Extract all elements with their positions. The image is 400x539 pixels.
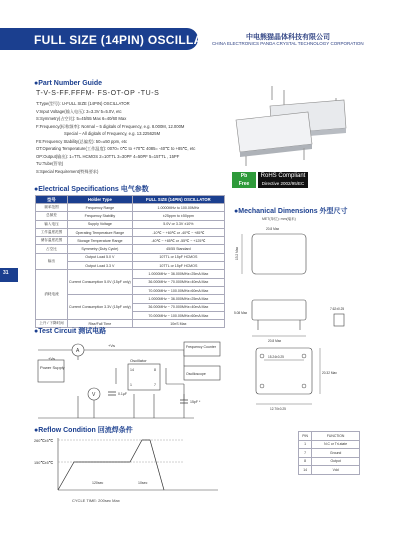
capacitor-label: 0.1μF [118,392,128,396]
product-photo [232,82,350,168]
power-supply-label: Power Supply [40,365,65,370]
cell: Operating Temperature Range [68,228,133,236]
cell: 输出 [36,253,68,270]
cell: 10nS Max [132,320,224,328]
oscillator-label: Oscillator [130,358,147,363]
ammeter-label: A [76,348,80,354]
bullet-icon: ● [234,208,239,215]
top-view-outline [252,234,306,274]
reflow-profile-chart [34,434,224,496]
cell: ±25ppm to ±50ppm [132,212,224,220]
table-row [36,253,225,261]
pin-label: 8 [154,368,156,372]
table-header-row [299,432,360,441]
cell: Current Consumption 3.3V (15pF only) [68,295,133,320]
cell: 消耗电流 [36,270,68,320]
pin-label: 7 [154,383,156,387]
cell: Output [312,457,360,466]
pn-line: V:Input Voltage(输入电压): 3=3.3V 5=5.0V, etc [36,108,122,114]
electrical-spec-table [35,195,225,328]
side-view-outline [252,300,306,320]
cell: -40℃ ~ +85℃ or -55℃ ~ +125℃ [132,237,224,245]
cell: Ground [312,449,360,458]
cell: Frequency Range [68,204,133,212]
cell: -10℃ ~ +60℃ or -40℃ ~ +85℃ [132,228,224,236]
cell: 1.0000MHz ~ 36.000MHz=25mA Max [132,295,224,303]
header-cell: FUNCTION [312,432,360,441]
table-row [36,228,225,236]
reflow-heading: ●Reflow Condition 回流焊条件 [34,427,133,434]
power-supply-box [38,360,64,382]
mech-heading: ●Mechanical Dimensions 外型尺寸 [234,208,348,215]
company-name-en: CHINA ELECTRONICS PANDA CRYSTAL TECHNOLOGY CORPORATION [212,41,364,46]
cell: 10TTL or 15pF HCMOS [132,262,224,270]
pb-free-badge: Pb Free [232,172,256,188]
cell: 45/55 Standard [132,245,224,253]
pn-line: T:Type(型号): U-FULL SIZE (14PIN) OSCILLATOR [36,101,130,106]
cell: Symmetry (Duty Cycle) [68,245,133,253]
cell: 输入电压 [36,220,68,228]
cell: 频率范围 [36,204,68,212]
cell: Output Load 5.0 V [68,253,133,261]
cell: 36.000MHz ~ 70.000MHz=40mA Max [132,278,224,286]
table-header-row [36,196,225,204]
cell: 10TTL or 15pF HCMOS [132,253,224,261]
bullet-icon: ● [34,80,39,87]
pn-line: S:Symmetry(占空比): 5=45/55 Max 6=40/60 Max [36,116,127,121]
load-label: 15pF * [190,400,201,404]
cell: 1.0000MHz ~ 36.000MHz=25mA Max [132,270,224,278]
oscilloscope-label: Oscilloscope [186,372,206,376]
cell: 总频差 [36,212,68,220]
unit-note: MET(单位): mm(毫米) [262,217,296,221]
pn-line: S:Special Requirement(特殊要求) [36,168,99,174]
pn-line: F:Frequency(标称频率): Normal – 5 digitals of Frequency, e.g. 8.000M, 12.000M [36,123,185,129]
table-row [36,204,225,212]
cycle-time-label: CYCLE TIME: 200sec Max [72,498,120,503]
cell: 工作温度范围 [36,228,68,236]
header-cell: Holder Type [68,196,133,204]
preheat-temp-label: 150℃±5℃ [34,461,54,465]
spec-heading: ●Electrical Specifications 电气参数 [34,186,149,193]
bottom-width-dim: 12.70±0.25 [270,407,286,411]
capacitor-icon [108,392,116,395]
header-cell: 型号 [36,196,68,204]
cell: 36.000MHz ~ 70.000MHz=40mA Max [132,303,224,311]
pin-7-icon [260,384,264,388]
test-circuit-diagram [34,338,234,424]
part-number-heading: ●Part Number Guide [34,80,103,87]
part-number-code: T-V-S-FF.FFFM- FS-OT-OP -TU-S [36,90,160,97]
pin-8-icon [302,384,306,388]
pin-14-icon [302,354,306,358]
table-row [36,212,225,220]
cell: 储存温度范围 [36,237,68,245]
top-height-dim: 13.2 Max [235,246,239,260]
header-cell: PIN [299,432,312,441]
bullet-icon: ● [34,186,39,193]
lead-dim: 7.62±0.25 [330,307,345,311]
pn-line: Special – All digitals of Frequency, e.g. 13.225625M [64,131,161,136]
table-row [299,449,360,458]
cell: 70.000MHz ~ 100.00MHz=60mA Max [132,311,224,319]
table-row [36,220,225,228]
cell: 7 [299,449,312,458]
cell: 占空比 [36,245,68,253]
pn-line: TU:Tube(管装) [36,161,64,166]
cell: 14 [299,466,312,475]
top-width-dim: 20.8 Max [266,227,280,231]
peak-temp-label: 260℃±5℃ [34,439,54,443]
header-cell: FULL SIZE (14PIN) OSCILLATOR [132,196,224,204]
cell: 上升 / 下降时间 [36,320,68,328]
rohs-badge: RoHS Compliant Directive 2002/95/EC [258,172,308,188]
bottom-width2-dim: 20.32 Max [322,371,337,375]
pin-label: 1 [130,383,132,387]
pin-detail-outline [334,314,344,326]
page-number: 31 [3,270,9,276]
table-row [299,440,360,449]
company-name-cn: 中电熊猫晶体科技有限公司 [246,34,330,41]
table-row [36,245,225,253]
bullet-icon: ● [34,427,39,434]
cell: Vdd [312,466,360,475]
preheat-duration-label: 120sec [92,481,104,485]
cell: Frequency Stability [68,212,133,220]
cell: Supply Voltage [68,220,133,228]
pn-line: OP:Output(输出): 1=TTL HCMOS 2=10TTL 3=30PF 4=50PF 5=15TTL , 15PF [36,153,180,159]
frequency-counter-label: Frequency Counter [186,345,216,349]
pin-function-table [298,431,360,475]
cell: Current Consumption 5.0V (15pF only) [68,270,133,295]
cell: Rise/Fall Time [68,320,133,328]
test-circuit-heading: ●Test Circuit 测试电路 [34,328,107,335]
vs-top-label: +Vs [108,343,116,348]
pn-line: OT:Operating Temperature(工作温度): 0070= 0℃ to +70℃ 4085= -40℃ to +85℃, etc [36,146,196,151]
voltmeter-label: V [92,392,96,398]
cell: Output Load 3.3 V [68,262,133,270]
pin-label: 14 [130,368,134,372]
pin-1-icon [260,354,264,358]
pin-gap-dim: 15.24±0.25 [268,355,284,359]
page-title: FULL SIZE (14PIN) OSCILLATOR [34,33,228,47]
peak-duration-label: 10sec [138,481,148,485]
reflow-profile-line [58,440,164,490]
table-row [299,457,360,466]
oscillator-photo-front [236,86,312,166]
table-row [36,270,225,278]
vs-mid-label: +Vs [48,356,56,361]
cell: 5.0V or 3.3V ±10% [132,220,224,228]
cell: 1.0000MHz to 100.00MHz [132,204,224,212]
side-height-dim: 5.08 Max [234,311,248,315]
bottom-view-outline [256,348,312,394]
bullet-icon: ● [34,328,39,335]
cell: Storage Temperature Range [68,237,133,245]
pn-line: FS:Frequency Stability(总偏差): 50=±50 ppm, etc [36,138,128,144]
table-row [299,466,360,475]
side-width-dim: 20.8 Max [268,339,282,343]
cell: N.C or Tri-state [312,440,360,449]
table-row [36,237,225,245]
cell: 1 [299,440,312,449]
cell: 70.000MHz ~ 100.00MHz=60mA Max [132,286,224,294]
mechanical-drawing [234,224,384,424]
cell: 8 [299,457,312,466]
